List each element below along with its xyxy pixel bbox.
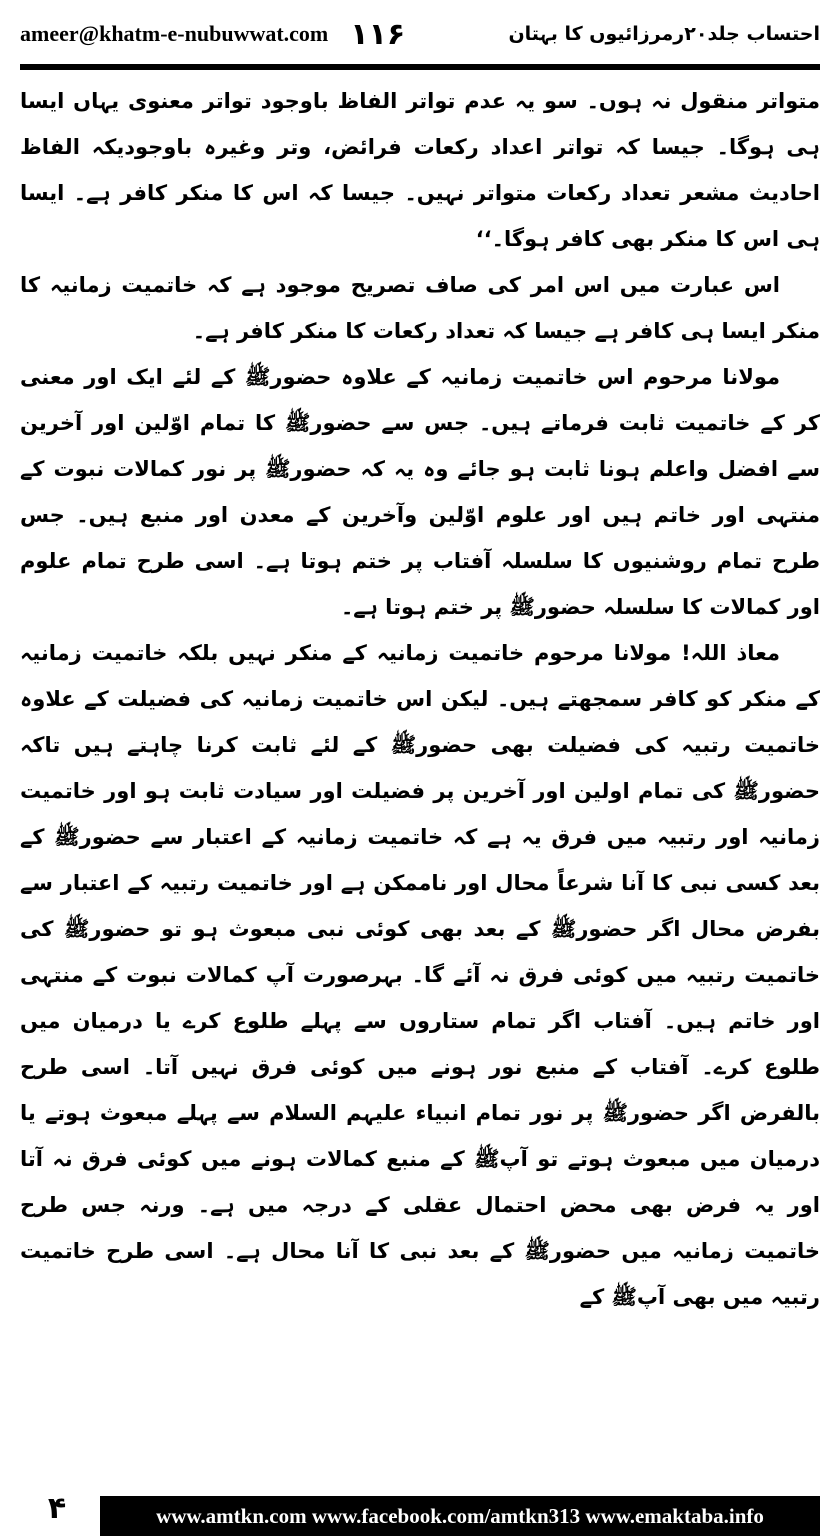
footer-bar [100,1496,820,1536]
body-paragraph: اس عبارت میں اس امر کی صاف تصریح موجود ہے کہ خاتمیت زمانیہ کا منکر ایسا ہی کافر ہے جیسا کہ تعداد رکعات کا منکر کافر ہے۔ [20,273,820,343]
header-email: ameer@khatm-e-nubuwwat.com [20,21,329,46]
footer-links: www.amtkn.com www.facebook.com/amtkn313 www.emaktaba.info [156,1503,764,1528]
header-divider [20,64,820,70]
page-number: ۱۱۶ [350,16,406,52]
page-body [20,78,820,1478]
footer-badge: ۴ [47,1491,67,1526]
running-title: احتساب جلد۲۰رمرزائیوں کا بہتان [508,23,820,45]
body-paragraph: معاذ اللہ! مولانا مرحوم خاتمیت زمانیہ کے منکر نہیں بلکہ خاتمیت زمانیہ کے منکر کو کافر سمجھتے ہیں۔ لیکن اس خاتمیت زمانیہ کی فضیلت کے علاوہ خاتمیت رتبیہ کی فضیلت بھی حضورﷺ کے لئے ثابت کرنا چاہتے ہیں تاکہ حضورﷺ کی تمام اولین اور آخرین پر فضیلت اور سیادت ثابت ہو اور خاتمیت زمانیہ اور رتبیہ میں فرق یہ ہے کہ خاتمیت زمانیہ کے اعتبار سے حضورﷺ کے بعد کسی نبی کا آنا شرعاً محال اور ناممکن ہے اور خاتمیت رتبیہ کے اعتبار سے بفرض محال اگر حضورﷺ کے بعد بھی کوئی نبی مبعوث ہو تو حضورﷺ کی خاتمیت رتبیہ میں کوئی فرق نہ آئے گا۔ بہرصورت آپ کمالات نبوت کے منتہی اور خاتم ہیں۔ آفتاب اگر تمام ستاروں سے پہلے طلوع کرے یا درمیان میں طلوع کرے۔ آفتاب کے منبع نور ہونے میں کوئی فرق نہیں آتا۔ اسی طرح بالفرض اگر حضورﷺ پر نور تمام انبیاء علیہم السلام سے پہلے مبعوث ہوتے یا درمیان میں مبعوث ہوتے تو آپﷺ کے منبع کمالات ہونے میں کوئی فرق نہ آتا اور یہ فرض بھی محض احتمال عقلی کے درجہ میں ہے۔ ورنہ جس طرح خاتمیت زمانیہ میں حضورﷺ کے بعد نبی کا آنا محال ہے۔ اسی طرح خاتمیت رتبیہ میں بھی آپﷺ کے [20,641,820,1309]
body-paragraph: متواتر منقول نہ ہوں۔ سو یہ عدم تواتر الفاظ باوجود تواتر معنوی یہاں ایسا ہی ہوگا۔ جیسا کہ تواتر اعداد رکعات فرائض، وتر وغیرہ باوجودیکہ الفاظ احادیث مشعر تعداد رکعات متواتر نہیں۔ جیسا کہ اس کا منکر کافر ہے۔ ایسا ہی اس کا منکر بھی کافر ہوگا۔‘‘ [20,89,820,251]
body-paragraph: مولانا مرحوم اس خاتمیت زمانیہ کے علاوہ حضورﷺ کے لئے ایک اور معنی کر کے خاتمیت ثابت فرماتے ہیں۔ جس سے حضورﷺ کا تمام اوّلین اور آخرین سے افضل واعلم ہونا ثابت ہو جائے وہ یہ کہ حضورﷺ پر نور کمالات نبوت کے منتہی اور خاتم ہیں اور علوم اوّلین وآخرین کے معدن اور منبع ہیں۔ جس طرح تمام روشنیوں کا سلسلہ آفتاب پر ختم ہوتا ہے۔ اسی طرح تمام علوم اور کمالات کا سلسلہ حضورﷺ پر ختم ہوتا ہے۔ [20,365,820,619]
page-header [20,8,820,60]
header-left [20,17,405,52]
